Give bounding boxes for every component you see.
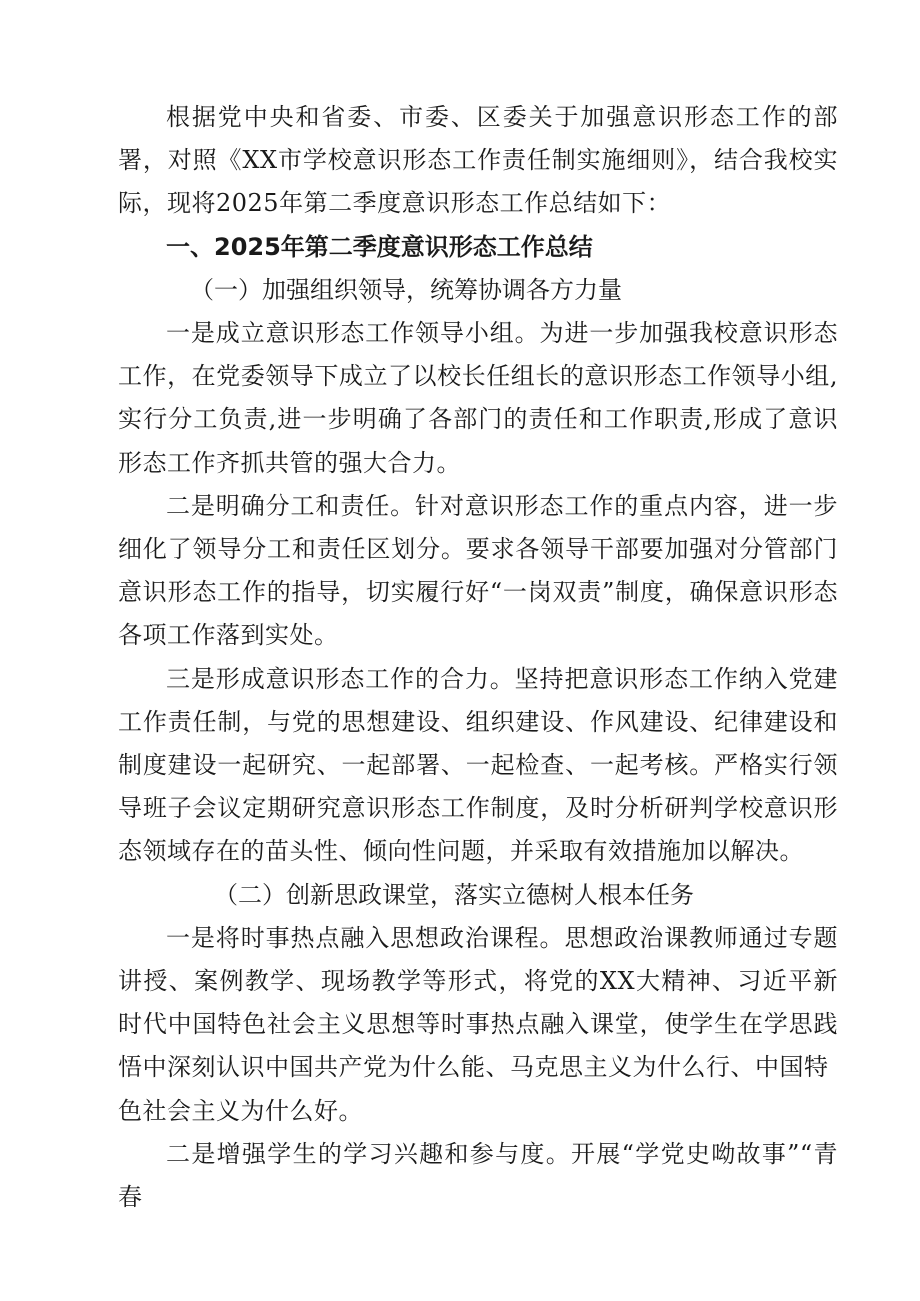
body-paragraph: 二是增强学生的学习兴趣和参与度。开展“学党史呦故事”“青春 xyxy=(118,1139,838,1212)
subsection-2-title: （二）创新思政课堂，落实立德树人根本任务 xyxy=(214,880,694,909)
body-paragraph: 三是形成意识形态工作的合力。坚持把意识形态工作纳入党建工作责任制，与党的思想建设、组织建设、作风建设、纪律建设和制度建设一起研究、一起部署、一起检查、一起考核。严格实行领导班子会议定期研究意识形态工作制度，及时分析研判学校意识形态领域存在的苗头性、倾向性问题，并采取有效措施加以解决。 xyxy=(118,664,838,866)
body-paragraph: 一是将时事热点融入思想政治课程。思想政治课教师通过专题讲授、案例教学、现场教学等形式，将党的XX大精神、习近平新时代中国特色社会主义思想等时事热点融入课堂，使学生在学思践悟中深刻认识中国共产党为什么能、马克思主义为什么行、中国特 xyxy=(118,923,838,1082)
subsection-1-title: （一）加强组织领导，统筹协调各方力量 xyxy=(190,275,622,304)
body-paragraph: 一是成立意识形态工作领导小组。为进一步加强我校意识形态工作，在党委领导下成立了以校长任组长的意识形态工作领导小组,实行分工负责,进一步明确了各部门的责任和工作职责,形成了意识形态工作齐抓共管的强大合力。 xyxy=(118,319,838,477)
body-paragraph: 二是明确分工和责任。针对意识形态工作的重点内容，进一步细化了领导分工和责任区划分。要求各领导干部要加强对分管部门意识形态工作的指导，切实履行好“一岗双责”制度，确保意识形态各项工作落到实处。 xyxy=(118,491,838,650)
section-1-title: 一、2025年第二季度意识形态工作总结 xyxy=(166,232,593,261)
intro-paragraph: 根据党中央和省委、市委、区委关于加强意识形态工作的部署，对照《XX市学校意识形态工作责任制实施细则》，结合我校实际，现将2025年第二季度意识形态工作总结如下： xyxy=(118,103,838,218)
document-body xyxy=(118,96,838,1219)
body-paragraph-continuation: 色社会主义为什么好。 xyxy=(118,1096,363,1125)
